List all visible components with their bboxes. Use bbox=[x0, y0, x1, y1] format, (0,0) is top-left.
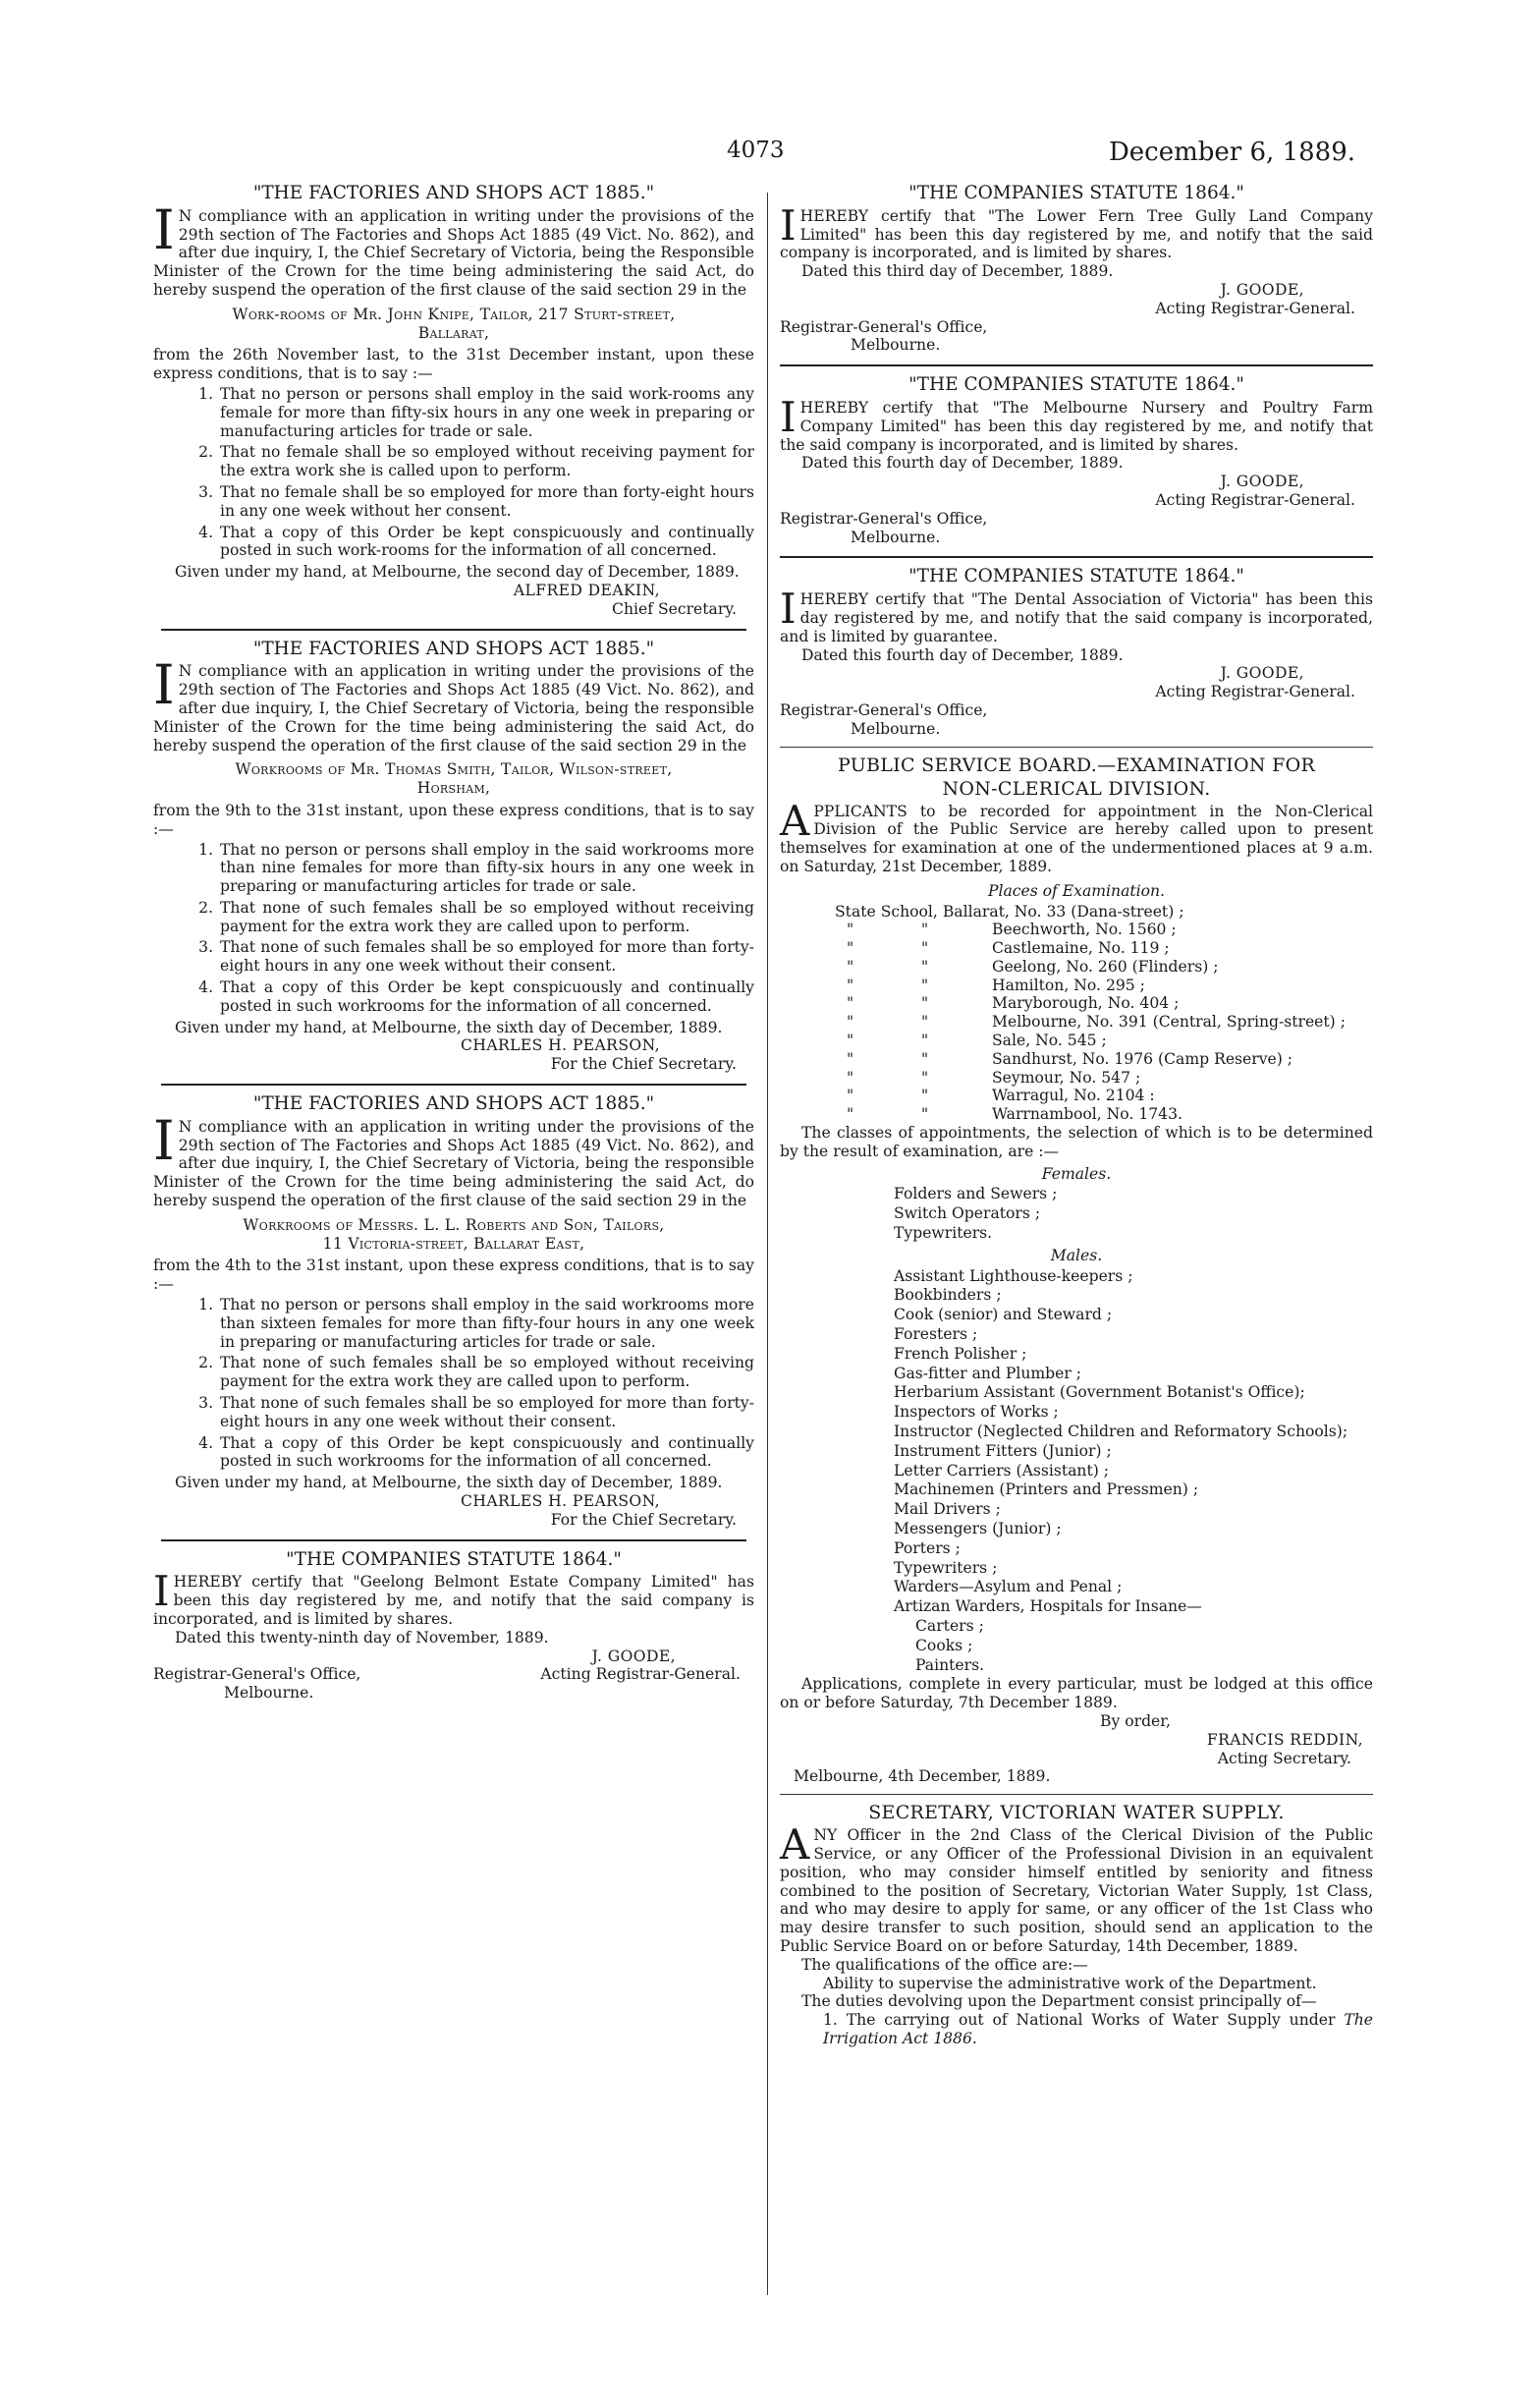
class-item: Instrument Fitters (Junior) ; bbox=[894, 1441, 1112, 1460]
place-name: Sale, No. 545 ; bbox=[992, 1032, 1107, 1050]
class-item: Messengers (Junior) ; bbox=[894, 1520, 1062, 1537]
office-name: Registrar-General's Office, bbox=[780, 700, 988, 719]
class-sub-item: Carters ; bbox=[915, 1616, 984, 1635]
notice-title: "THE FACTORIES AND SHOPS ACT 1885." bbox=[252, 183, 655, 203]
ditto-mark: " bbox=[921, 921, 929, 939]
drop-cap: A bbox=[780, 1820, 810, 1870]
signatory-role: Acting Registrar-General. bbox=[540, 1665, 741, 1684]
females-heading: Females. bbox=[1041, 1164, 1112, 1183]
place-date-line: Melbourne, 4th December, 1889. bbox=[794, 1767, 1051, 1786]
drop-cap: I bbox=[780, 585, 797, 634]
page-number: 4073 bbox=[727, 138, 785, 163]
section-rule bbox=[780, 364, 1373, 366]
ditto-mark: " bbox=[921, 994, 929, 1013]
column-divider bbox=[767, 193, 768, 2295]
companies-notice-melbourne-nursery bbox=[780, 376, 1373, 546]
notice-body: PPLICANTS to be recorded for appointment in the Non-Clerical Division of the Public Service are hereby called upon to present themselves for examination at one of the undermentioned places at 9 a.m. on Saturday, 21st December, 1889. bbox=[780, 802, 1373, 875]
conditions-list bbox=[153, 1296, 754, 1471]
place-item bbox=[835, 1069, 1373, 1088]
notice-body: N compliance with an application in writing under the provisions of the 29th section of The Factories and Shops Act 1885 (49 Vict. No. 862), and after due inquiry, I, the Chief Secretary of Victoria, being the Responsible Minister of the Crown for the time being administering the said Act, do hereby suspend the operation of the first clause of the said section 29 in the bbox=[153, 206, 754, 299]
section-rule bbox=[161, 1539, 746, 1541]
class-item: French Polisher ; bbox=[894, 1344, 1027, 1363]
condition-item: 4. That a copy of this Order be kept conspicuously and continually posted in such workrooms for the information of all concerned. bbox=[218, 1434, 754, 1472]
ditto-mark: " bbox=[921, 1105, 929, 1124]
class-item: Assistant Lighthouse-keepers ; bbox=[894, 1266, 1133, 1285]
drop-cap: I bbox=[153, 653, 175, 717]
ditto-mark: " bbox=[847, 921, 854, 939]
notice-body: N compliance with an application in writing under the provisions of the 29th section of The Factories and Shops Act 1885 (49 Vict. No. 862), and after due inquiry, I, the Chief Secretary of Victoria, being the responsible Minister of the Crown for the time being administering the said Act, do hereby suspend the operation of the first clause of the said section 29 in the bbox=[153, 1117, 754, 1210]
notice-body: HEREBY certify that "Geelong Belmont Estate Company Limited" has been this day registered by me, and notify that the said company is incorporated, and is limited by shares. bbox=[153, 1573, 754, 1628]
duty-item bbox=[823, 2011, 1373, 2048]
class-item: Bookbinders ; bbox=[894, 1286, 1002, 1305]
notice-body: HEREBY certify that "The Dental Association of Victoria" has been this day registered by me, and notify that the said company is incorporated, and is limited by guarantee. bbox=[780, 590, 1373, 645]
notice-body: HEREBY certify that "The Melbourne Nursery and Poultry Farm Company Limited" has been this day registered by me, and notify that the said company is incorporated, and is limited by shares. bbox=[780, 398, 1373, 454]
place-item: State School, Ballarat, No. 33 (Dana-street) ; bbox=[835, 902, 1184, 921]
place-item bbox=[835, 958, 1373, 977]
signatory-name: FRANCIS REDDIN, bbox=[1206, 1730, 1363, 1749]
place-item bbox=[835, 1087, 1373, 1105]
class-item: Foresters ; bbox=[894, 1325, 978, 1344]
ditto-mark: " bbox=[921, 1068, 929, 1087]
companies-notice-lower-fern-tree-gully bbox=[780, 185, 1373, 355]
factories-notice-knipe bbox=[153, 185, 754, 619]
left-column bbox=[153, 185, 754, 1703]
place-item bbox=[835, 1032, 1373, 1050]
signatory-name: CHARLES H. PEARSON, bbox=[461, 1492, 660, 1510]
ditto-mark: " bbox=[921, 1032, 929, 1050]
drop-cap: I bbox=[153, 197, 175, 261]
period-text: from the 9th to the 31st instant, upon these express conditions, that is to say :— bbox=[153, 801, 754, 838]
dated-line: Dated this twenty-ninth day of November, 1889. bbox=[175, 1628, 549, 1647]
condition-item: 4. That a copy of this Order be kept conspicuously and continually posted in such workrooms for the information of all concerned. bbox=[218, 978, 754, 1016]
class-sub-item: Cooks ; bbox=[915, 1636, 973, 1654]
class-item: Typewriters. bbox=[894, 1224, 993, 1243]
class-sub-item: Painters. bbox=[915, 1655, 985, 1674]
act-name: The Irrigation Act 1886. bbox=[823, 2011, 1373, 2047]
given-line: Given under my hand, at Melbourne, the second day of December, 1889. bbox=[175, 563, 740, 582]
place-name: Seymour, No. 547 ; bbox=[992, 1068, 1141, 1087]
class-item: Mail Drivers ; bbox=[894, 1500, 1001, 1519]
workroom-line: Workrooms of Messrs. L. L. Roberts and Son, Tailors, bbox=[243, 1215, 665, 1234]
ditto-mark: " bbox=[847, 1087, 854, 1105]
office-signature-row bbox=[153, 1665, 754, 1684]
ditto-mark: " bbox=[847, 1032, 854, 1050]
workroom-line: Ballarat, bbox=[417, 323, 490, 342]
notice-body: HEREBY certify that "The Lower Fern Tree Gully Land Company Limited" has been this day registered by me, and notify that the said company is incorporated, and is limited by shares. bbox=[780, 206, 1373, 262]
notice-body: NY Officer in the 2nd Class of the Clerical Division of the Public Service, or any Officer of the Professional Division in an equivalent position, who may consider himself entitled by seniority and fitness combined to the position of Secretary, Victorian Water Supply, 1st Class, and who may desire to apply for same, or any officer of the 1st Class who may desire transfer to such position, should send an application to the Public Service Board on or before Saturday, 14th December, 1889. bbox=[780, 1826, 1373, 1955]
drop-cap: I bbox=[153, 1567, 170, 1616]
period-text: from the 4th to the 31st instant, upon these express conditions, that is to say :— bbox=[153, 1257, 754, 1294]
page-date: December 6, 1889. bbox=[1108, 138, 1355, 167]
class-item: Typewriters ; bbox=[894, 1558, 998, 1577]
ditto-mark: " bbox=[921, 976, 929, 994]
places-heading: Places of Examination. bbox=[987, 881, 1166, 900]
conditions-list bbox=[153, 385, 754, 560]
condition-item: 1. That no person or persons shall employ in the said workrooms more than nine females for more than fifty-six hours in any one week in preparing or manufacturing articles for trade or sale. bbox=[218, 841, 754, 896]
signatory-role: Chief Secretary. bbox=[612, 599, 737, 618]
office-name: Registrar-General's Office, bbox=[780, 509, 988, 528]
class-item: Herbarium Assistant (Government Botanist's Office); bbox=[894, 1383, 1305, 1402]
signatory-role: Acting Registrar-General. bbox=[1155, 683, 1355, 701]
condition-item: 4. That a copy of this Order be kept conspicuously and continually posted in such work-rooms for the information of all concerned. bbox=[218, 524, 754, 561]
water-supply-notice bbox=[780, 1803, 1373, 2048]
place-item bbox=[835, 1105, 1373, 1124]
qualifications-intro: The qualifications of the office are:— bbox=[801, 1955, 1088, 1974]
place-item bbox=[835, 939, 1373, 958]
workroom-line: Horsham, bbox=[416, 779, 491, 798]
workroom-address bbox=[153, 760, 754, 798]
ditto-mark: " bbox=[847, 939, 854, 958]
condition-item: 3. That none of such females shall be so employed for more than forty-eight hours in any one week without their consent. bbox=[218, 1394, 754, 1431]
condition-item: 1. That no person or persons shall employ in the said work-rooms any female for more than fifty-six hours in any one week in preparing or manufacturing articles for trade or sale. bbox=[218, 385, 754, 440]
workroom-line: Work-rooms of Mr. John Knipe, Tailor, 217 Sturt-street, bbox=[232, 305, 676, 323]
notice-title: NON-CLERICAL DIVISION. bbox=[942, 777, 1211, 800]
drop-cap: I bbox=[780, 200, 797, 250]
page-header bbox=[727, 138, 1355, 177]
notice-title: SECRETARY, VICTORIAN WATER SUPPLY. bbox=[868, 1802, 1285, 1824]
place-name: Warragul, No. 2104 : bbox=[992, 1087, 1155, 1105]
public-service-board-notice bbox=[780, 755, 1373, 1787]
signatory-name: CHARLES H. PEARSON, bbox=[461, 1036, 660, 1055]
condition-item: 2. That none of such females shall be so employed without receiving payment for the extra work they are called upon to perform. bbox=[218, 1354, 754, 1391]
class-item: Machinemen (Printers and Pressmen) ; bbox=[894, 1480, 1199, 1499]
class-item: Switch Operators ; bbox=[894, 1204, 1041, 1223]
signatory-role: For the Chief Secretary. bbox=[550, 1510, 737, 1529]
drop-cap: A bbox=[780, 796, 810, 845]
place-name: Hamilton, No. 295 ; bbox=[992, 976, 1145, 994]
place-name: Geelong, No. 260 (Flinders) ; bbox=[992, 957, 1219, 976]
ditto-mark: " bbox=[847, 994, 854, 1013]
signatory-name: ALFRED DEAKIN, bbox=[513, 581, 660, 599]
factories-notice-roberts bbox=[153, 1095, 754, 1530]
dated-line: Dated this fourth day of December, 1889. bbox=[801, 454, 1124, 473]
males-list bbox=[894, 1267, 1373, 1675]
companies-notice-dental-association bbox=[780, 568, 1373, 738]
ditto-mark: " bbox=[847, 1068, 854, 1087]
signatory-role: Acting Registrar-General. bbox=[1155, 299, 1355, 317]
place-name: Melbourne, No. 391 (Central, Spring-street) ; bbox=[992, 1013, 1346, 1032]
condition-item: 2. That no female shall be so employed without receiving payment for the extra work she is called upon to perform. bbox=[218, 443, 754, 480]
dated-line: Dated this fourth day of December, 1889. bbox=[801, 645, 1124, 664]
signatory-name: J. GOODE, bbox=[591, 1647, 676, 1665]
office-city: Melbourne. bbox=[851, 719, 941, 738]
condition-item: 2. That none of such females shall be so employed without receiving payment for the extra work they are called upon to perform. bbox=[218, 899, 754, 936]
place-name: Castlemaine, No. 119 ; bbox=[992, 939, 1170, 958]
place-item bbox=[835, 994, 1373, 1013]
ditto-mark: " bbox=[921, 1013, 929, 1032]
class-item: Letter Carriers (Assistant) ; bbox=[894, 1461, 1110, 1480]
notice-title: PUBLIC SERVICE BOARD.—EXAMINATION FOR bbox=[837, 754, 1316, 776]
companies-notice-geelong-belmont bbox=[153, 1548, 754, 1703]
right-column bbox=[780, 185, 1373, 2048]
workroom-address bbox=[153, 306, 754, 343]
class-item: Cook (senior) and Steward ; bbox=[894, 1306, 1113, 1324]
notice-title: "THE COMPANIES STATUTE 1864." bbox=[908, 374, 1244, 396]
signatory-name: J. GOODE, bbox=[1220, 280, 1304, 299]
condition-item: 1. That no person or persons shall employ in the said workrooms more than sixteen females for more than fifty-four hours in any one week in preparing or manufacturing articles for trade or sale. bbox=[218, 1296, 754, 1351]
notice-title: "THE COMPANIES STATUTE 1864." bbox=[908, 566, 1244, 587]
condition-item: 3. That no female shall be so employed for more than forty-eight hours in any one week without her consent. bbox=[218, 483, 754, 521]
office-city: Melbourne. bbox=[851, 336, 941, 355]
signatory-role: For the Chief Secretary. bbox=[550, 1055, 737, 1074]
signatory-role: Acting Registrar-General. bbox=[1155, 490, 1355, 509]
conditions-list bbox=[153, 841, 754, 1016]
place-name: Maryborough, No. 404 ; bbox=[992, 994, 1180, 1013]
duty-text: 1. The carrying out of National Works of Water Supply under bbox=[823, 2011, 1336, 2030]
section-rule bbox=[780, 747, 1373, 748]
notice-title: "THE COMPANIES STATUTE 1864." bbox=[286, 1548, 622, 1570]
ditto-mark: " bbox=[847, 1049, 854, 1068]
place-name: Sandhurst, No. 1976 (Camp Reserve) ; bbox=[992, 1049, 1293, 1068]
places-list bbox=[835, 903, 1373, 1125]
section-rule bbox=[161, 1084, 746, 1086]
workroom-address bbox=[153, 1216, 754, 1254]
males-heading: Males. bbox=[1050, 1246, 1103, 1264]
signatory-name: J. GOODE, bbox=[1220, 664, 1304, 683]
dated-line: Dated this third day of December, 1889. bbox=[801, 262, 1114, 281]
section-rule bbox=[780, 1794, 1373, 1795]
notice-title: "THE FACTORIES AND SHOPS ACT 1885." bbox=[252, 1093, 655, 1115]
place-name: Warrnambool, No. 1743. bbox=[992, 1105, 1182, 1124]
signatory-role: Acting Secretary. bbox=[1217, 1749, 1351, 1767]
class-item: Warders—Asylum and Penal ; bbox=[894, 1578, 1123, 1596]
notice-title: "THE FACTORIES AND SHOPS ACT 1885." bbox=[252, 638, 655, 659]
class-item: Porters ; bbox=[894, 1538, 961, 1557]
females-list bbox=[894, 1185, 1373, 1242]
signatory-name: J. GOODE, bbox=[1220, 473, 1304, 491]
given-line: Given under my hand, at Melbourne, the sixth day of December, 1889. bbox=[175, 1018, 723, 1036]
class-item: Artizan Warders, Hospitals for Insane— bbox=[894, 1597, 1202, 1616]
given-line: Given under my hand, at Melbourne, the sixth day of December, 1889. bbox=[175, 1474, 723, 1492]
place-name: Beechworth, No. 1560 ; bbox=[992, 921, 1177, 939]
drop-cap: I bbox=[153, 1108, 175, 1172]
section-rule bbox=[780, 556, 1373, 558]
ditto-mark: " bbox=[847, 957, 854, 976]
notice-title: "THE COMPANIES STATUTE 1864." bbox=[908, 183, 1244, 203]
section-rule bbox=[161, 629, 746, 631]
place-item bbox=[835, 1050, 1373, 1069]
class-item: Inspectors of Works ; bbox=[894, 1403, 1059, 1422]
factories-notice-smith bbox=[153, 638, 754, 1075]
drop-cap: I bbox=[780, 392, 797, 441]
notice-body: N compliance with an application in writing under the provisions of the 29th section of The Factories and Shops Act 1885 (49 Vict. No. 862), and after due inquiry, I, the Chief Secretary of Victoria, being the responsible Minister of the Crown for the time being administering the said Act, do hereby suspend the operation of the first clause of the said section 29 in the bbox=[153, 662, 754, 754]
class-item: Gas-fitter and Plumber ; bbox=[894, 1364, 1082, 1382]
classes-intro: The classes of appointments, the selection of which is to be determined by the result of examination, are :— bbox=[780, 1124, 1373, 1160]
by-order-line: By order, bbox=[1100, 1711, 1171, 1730]
ditto-mark: " bbox=[921, 1049, 929, 1068]
ditto-mark: " bbox=[921, 957, 929, 976]
ditto-mark: " bbox=[921, 1087, 929, 1105]
ditto-mark: " bbox=[847, 1013, 854, 1032]
place-item bbox=[835, 921, 1373, 939]
workroom-line: Workrooms of Mr. Thomas Smith, Tailor, Wilson-street, bbox=[235, 760, 673, 779]
place-item bbox=[835, 1013, 1373, 1032]
office-name: Registrar-General's Office, bbox=[780, 317, 988, 336]
class-item: Folders and Sewers ; bbox=[894, 1185, 1058, 1203]
qualification-item: Ability to supervise the administrative work of the Department. bbox=[823, 1974, 1317, 1992]
office-city: Melbourne. bbox=[851, 528, 941, 546]
ditto-mark: " bbox=[847, 1105, 854, 1124]
workroom-line: 11 Victoria-street, Ballarat East, bbox=[322, 1234, 585, 1253]
applications-text: Applications, complete in every particular, must be lodged at this office on or before Saturday, 7th December 1889. bbox=[780, 1675, 1373, 1712]
ditto-mark: " bbox=[847, 976, 854, 994]
period-text: from the 26th November last, to the 31st December instant, upon these express conditions, that is to say :— bbox=[153, 346, 754, 383]
office-name: Registrar-General's Office, bbox=[153, 1665, 361, 1684]
ditto-mark: " bbox=[921, 939, 929, 958]
condition-item: 3. That none of such females shall be so employed for more than forty-eight hours in any one week without their consent. bbox=[218, 938, 754, 976]
office-city: Melbourne. bbox=[224, 1684, 314, 1703]
place-item bbox=[835, 977, 1373, 995]
class-item: Instructor (Neglected Children and Reformatory Schools); bbox=[894, 1423, 1348, 1441]
duties-intro: The duties devolving upon the Department consist principally of— bbox=[801, 1992, 1317, 2011]
